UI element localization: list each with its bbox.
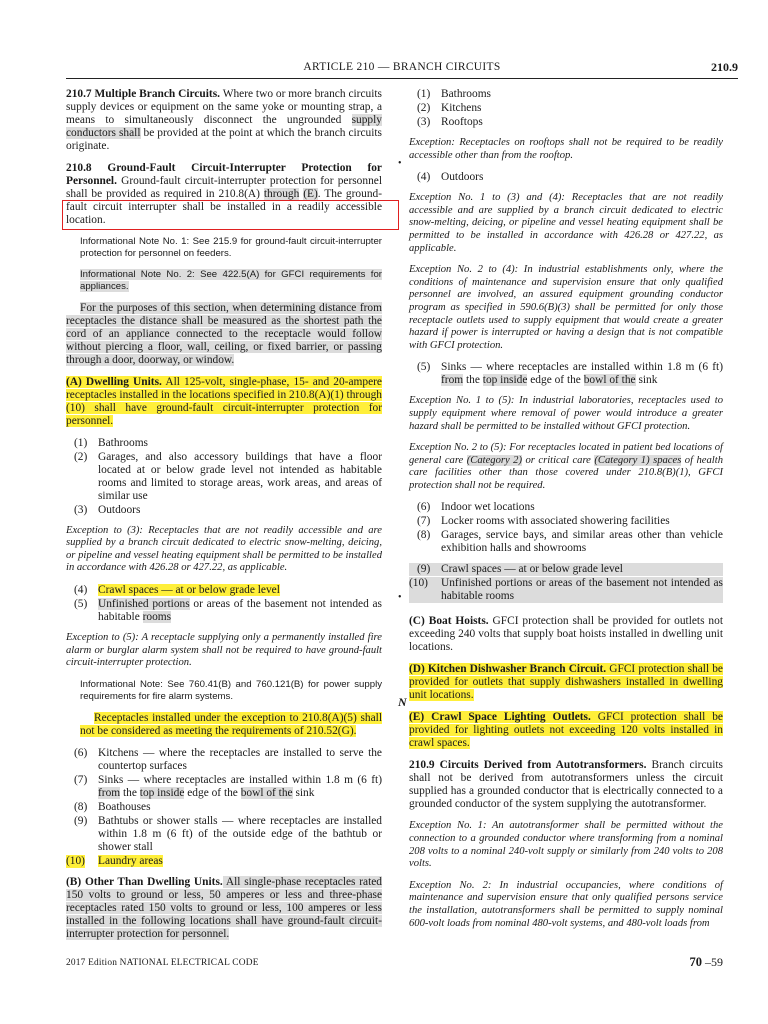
other-locations-list-2 — [409, 501, 723, 555]
gray-highlight: supply conductors shall — [66, 114, 382, 139]
section-210-8: 210.8 Ground-Fault Circuit-Interrupter Protection for Personnel. Ground-fault circuit-interrupter protection for personnel shall be provided as required in 210.8(A) through (E). The ground-fault circuit interrupter shall be installed in a readily accessible location. — [66, 162, 382, 226]
footer-page-number: 70 –59 — [689, 955, 723, 969]
exception-to-3: Exception to (3): Receptacles that are not readily accessible and are supplied by a branch circuit dedicated to electric snow-melting, deicing, or pipeline and vessel heating equipment shall be permitted to be installed in accordance with 426.28 or 427.22, as applicable. — [66, 524, 382, 574]
exception-auto-1: Exception No. 1: An autotransformer shall be permitted without the connection to a grounded conductor where transforming from a nominal 208 volts to a nominal 240-volt supply or similarly from 240 volts to 208 volts. — [409, 820, 723, 870]
other-locations-list-cont — [409, 171, 723, 184]
subsection-d-dishwasher: (D) Kitchen Dishwasher Branch Circuit. GFCI protection shall be provided for outlets that supply dishwashers installed in dwelling unit locations. — [409, 663, 723, 702]
list-number: (7) — [417, 515, 431, 528]
subsection-b-other: (B) Other Than Dwelling Units. All single-phase receptacles rated 150 volts to ground or less, 50 amperes or less and three-phase receptacles rated 150 volts to ground or less, 100 amperes or less installed in the following locations shall have ground-fault circuit-interrupter protection for personnel. — [66, 875, 383, 940]
dwelling-locations-list-cont — [66, 584, 382, 624]
list-item: (4) Crawl spaces — at or below grade level — [74, 584, 280, 596]
other-locations-list-sinks — [409, 361, 723, 387]
running-title: ARTICLE 210 — BRANCH CIRCUITS — [303, 61, 501, 73]
exception-2-to-4: Exception No. 2 to (4): In industrial establishments only, where the conditions of maintenance and supervision ensure that only qualified personnel are involved, an assured equipment grounding conductor program as specified in 590.6(B)(3) shall be permitted for only those receptacle outlets used to supply equipment that would create a greater hazard if power is interrupted or having a design that is not compatible with GFCI protection. — [409, 264, 723, 351]
list-text: Bathrooms — [98, 436, 148, 449]
receptacles-paragraph: Receptacles installed under the exception to 210.8(A)(5) shall not be considered as meeting the requirements of 210.52(G). — [80, 711, 382, 737]
subsection-c-boat-hoists: (C) Boat Hoists. GFCI protection shall be provided for outlets not exceeding 240 volts that supply boat hoists installed in dwelling unit locations. — [409, 615, 723, 654]
list-text: Outdoors — [98, 503, 141, 516]
list-number: (1) — [417, 88, 431, 100]
list-text: Garages, service bays, and similar areas other than vehicle exhibition halls and showrooms — [441, 529, 723, 555]
subsection-a-dwelling: (A) Dwelling Units. All 125-volt, single-phase, 15- and 20-ampere receptacles installed in the locations specified in 210.8(A)(1) through (10) shall have ground-fault circuit-interrupter protection for personnel. — [66, 375, 382, 427]
running-section: 210.9 — [711, 60, 738, 74]
list-text: Kitchens — [441, 102, 482, 114]
list-number: (3) — [74, 503, 88, 516]
left-column — [66, 88, 382, 950]
subsection-e-crawl-space: (E) Crawl Space Lighting Outlets. GFCI protection shall be provided for lighting outlets not exceeding 120 volts installed in crawl spaces. — [409, 711, 723, 750]
exception-1-to-3-4: Exception No. 1 to (3) and (4): Receptacles that are not readily accessible and are supplied by a branch circuit dedicated to electric snow-melting, deicing, or pipeline and vessel heating equipment shall be permitted to be installed in accordance with 426.28 or 427.22, as applicable. — [409, 192, 723, 254]
list-item: (5) Unfinished portions or areas of the basement not intended as habitable rooms — [74, 598, 382, 623]
dwelling-locations-list-cont2 — [66, 747, 382, 868]
list-text: Garages, and also accessory buildings that have a floor located at or below grade level not intended as habitable rooms and limited to storage areas, work areas, and areas of similar use — [98, 450, 382, 502]
list-item: (10) Laundry areas — [66, 854, 163, 867]
list-item: (10) Unfinished portions or areas of the basement not intended as habitable rooms — [409, 577, 723, 603]
list-item — [66, 504, 382, 517]
section-heading: 210.7 Multiple Branch Circuits. — [66, 88, 220, 100]
section-210-9: 210.9 Circuits Derived from Autotransformers. Branch circuits shall not be derived from autotransformers unless the circuit supplied has a grounded conductor that is electrically connected to a grounded conductor of the system supplying the autotransformer. — [409, 759, 723, 811]
list-number: (2) — [417, 102, 431, 114]
list-item: (8) Boathouses — [74, 800, 151, 813]
list-item: (5) Sinks — where receptacles are installed within 1.8 m (6 ft) from the top inside edge of the bowl of the sink — [417, 361, 723, 387]
informational-note-fire-alarm: Informational Note: See 760.41(B) and 760.121(B) for power supply requirements for fire alarm systems. — [80, 678, 382, 703]
other-locations-list — [409, 88, 723, 129]
list-text: Rooftops — [441, 116, 483, 128]
page-header — [66, 57, 738, 79]
exception-2-to-5: Exception No. 2 to (5): For receptacles located in patient bed locations of general care (Category 2) or critical care (Category 1) spaces of health care facilities other than those covered under 210.8(B)(1), GFCI protection shall not be required. — [409, 442, 723, 491]
new-section-mark: N — [398, 695, 407, 709]
list-item: (9) Crawl spaces — at or below grade level — [409, 563, 723, 576]
list-text: Indoor wet locations — [441, 501, 535, 514]
list-text: Bathrooms — [441, 88, 491, 100]
distance-paragraph: For the purposes of this section, when determining distance from receptacles the distance shall be measured as the shortest path the cord of an appliance connected to the receptacle would follow without piercing a floor, wall, ceiling, or fixed barrier, or passing through a door, doorway, or window. — [66, 301, 382, 366]
list-item: (7) Sinks — where receptacles are installed within 1.8 m (6 ft) from the top inside edge of the bowl of the sink — [74, 773, 382, 799]
list-item: (4) Outdoors — [417, 171, 484, 184]
list-item — [409, 88, 723, 101]
list-number: (8) — [417, 529, 431, 542]
list-item — [409, 529, 723, 555]
exception-auto-2: Exception No. 2: In industrial occupancies, where conditions of maintenance and supervision ensure that only qualified persons service the installation, autotransformers shall be permitted to supply nominal 600-volt loads from nominal 480-volt systems, and 480-volt loads from — [409, 879, 723, 929]
list-item — [409, 102, 723, 115]
exception-1-to-5: Exception No. 1 to (5): In industrial laboratories, receptacles used to supply equipment where removal of power would introduce a greater hazard shall be permitted to be installed without GFCI protection. — [409, 395, 723, 432]
list-number: (3) — [417, 116, 431, 128]
change-bullet-mark: • — [398, 592, 402, 603]
footer-edition: 2017 Edition NATIONAL ELECTRICAL CODE — [66, 958, 259, 968]
list-item — [409, 515, 723, 528]
exception-to-5: Exception to (5): A receptacle supplying only a permanently installed fire alarm or burglar alarm system shall not be required to have ground-fault circuit-interrupter protection. — [66, 632, 382, 669]
other-locations-list-3 — [409, 563, 723, 603]
section-heading: 210.8 Ground-Fault Circuit-Interrupter Protection for Personnel. — [66, 162, 382, 187]
list-item — [66, 437, 382, 450]
section-210-7: 210.7 Multiple Branch Circuits. Where two or more branch circuits supply devices or equipment on the same yoke or mounting strap, a means to simultaneously disconnect the ungrounded supply conductors shall be provided at the point at which the branch circuits originate. — [66, 88, 382, 152]
list-item — [66, 451, 382, 503]
informational-note-1: Informational Note No. 1: See 215.9 for ground-fault circuit-interrupter protection for personnel on feeders. — [80, 236, 382, 260]
list-number: (1) — [74, 436, 88, 449]
dwelling-locations-list — [66, 437, 382, 517]
right-column — [409, 88, 723, 939]
list-item — [409, 116, 723, 129]
list-number: (6) — [417, 501, 431, 514]
list-item: (9) Bathtubs or shower stalls — where receptacles are installed within 1.8 m (6 ft) of the outside edge of the bathtub or shower stall — [74, 814, 382, 853]
list-item: (6) Kitchens — where the receptacles are installed to serve the countertop surfaces — [74, 746, 382, 772]
list-item — [409, 501, 723, 514]
change-bullet-mark: • — [398, 158, 402, 169]
exception-rooftops: Exception: Receptacles on rooftops shall not be required to be readily accessible other than from the rooftop. — [409, 137, 723, 161]
list-number: (2) — [74, 450, 88, 463]
informational-note-2: Informational Note No. 2: See 422.5(A) for GFCI requirements for appliances. — [80, 268, 382, 293]
list-text: Locker rooms with associated showering facilities — [441, 515, 670, 528]
